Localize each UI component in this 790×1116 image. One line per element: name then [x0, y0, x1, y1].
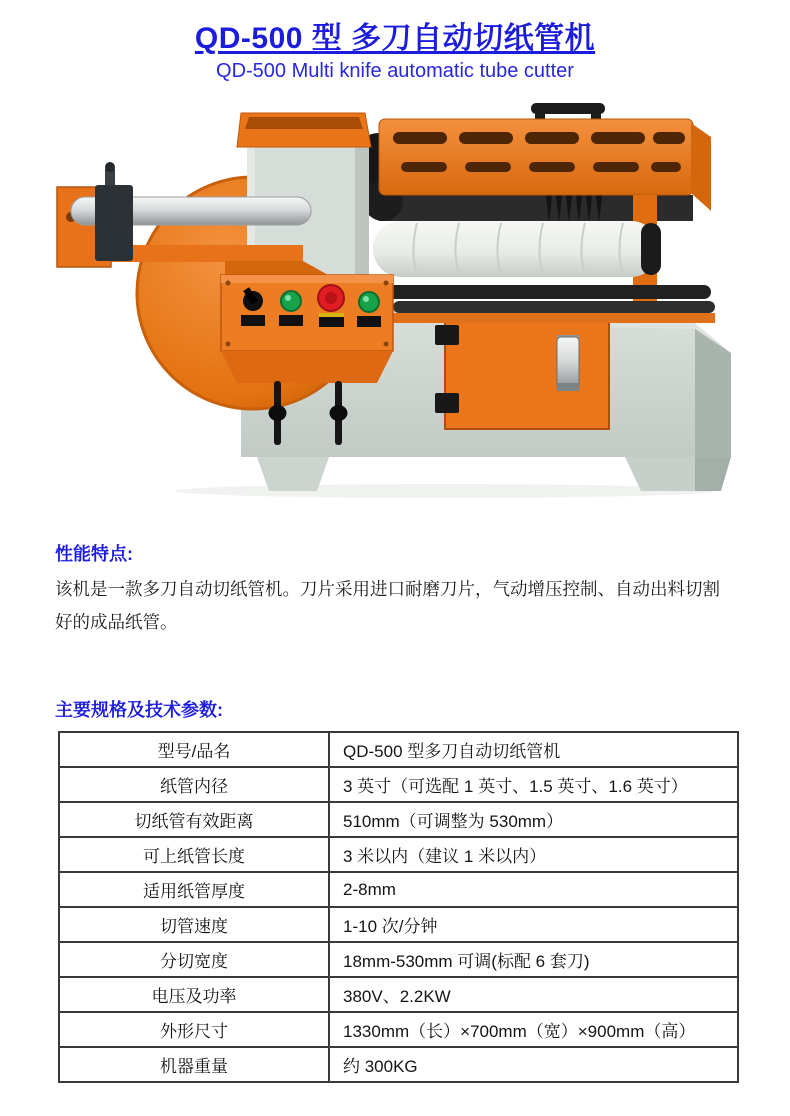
- hopper: [237, 113, 371, 147]
- door-hinge-bottom: [435, 393, 459, 413]
- machine-illustration: [45, 99, 745, 499]
- door-hinge-top: [435, 325, 459, 345]
- spec-value: 510mm（可调整为 530mm）: [329, 802, 738, 837]
- spec-value: 3 米以内（建议 1 米以内）: [329, 837, 738, 872]
- spec-label: 可上纸管长度: [59, 837, 329, 872]
- features-section: [55, 543, 790, 639]
- page-title: QD-500 型 多刀自动切纸管机: [194, 22, 596, 55]
- spec-label: 分切宽度: [59, 942, 329, 977]
- spec-value: QD-500 型多刀自动切纸管机: [329, 732, 738, 767]
- control-panel: [221, 275, 393, 383]
- spec-value: 1-10 次/分钟: [329, 907, 738, 942]
- spec-row: [59, 942, 738, 977]
- spec-value: 3 英寸（可选配 1 英寸、1.5 英寸、1.6 英寸）: [329, 767, 738, 802]
- cylinder-clamp: [95, 185, 133, 261]
- spec-row: [59, 907, 738, 942]
- spec-value: 约 300KG: [329, 1047, 738, 1082]
- spec-row: [59, 977, 738, 1012]
- features-heading: 性能特点:: [55, 544, 133, 564]
- spec-row: [59, 1012, 738, 1047]
- page-subtitle: QD-500 Multi knife automatic tube cutter: [216, 60, 574, 82]
- spec-label: 机器重量: [59, 1047, 329, 1082]
- paper-tube: [373, 221, 661, 277]
- spec-label: 电压及功率: [59, 977, 329, 1012]
- cabinet-door: [435, 313, 609, 429]
- spec-label: 型号/品名: [59, 732, 329, 767]
- spec-value: 1330mm（长）×700mm（宽）×900mm（高）: [329, 1012, 738, 1047]
- spec-label: 外形尺寸: [59, 1012, 329, 1047]
- product-photo: [45, 99, 745, 499]
- spec-value: 380V、2.2KW: [329, 977, 738, 1012]
- spec-label: 纸管内径: [59, 767, 329, 802]
- spec-label: 适用纸管厚度: [59, 872, 329, 907]
- spec-label: 切管速度: [59, 907, 329, 942]
- specs-section: [55, 699, 790, 1083]
- spec-value: 18mm-530mm 可调(标配 6 套刀): [329, 942, 738, 977]
- spec-table: [58, 731, 739, 1083]
- spec-label: 切纸管有效距离: [59, 802, 329, 837]
- specs-heading: 主要规格及技术参数:: [55, 700, 223, 720]
- spec-value: 2-8mm: [329, 872, 738, 907]
- support-rollers: [379, 285, 715, 323]
- page-header: [0, 0, 790, 83]
- spec-row: [59, 802, 738, 837]
- cutting-assembly: [353, 103, 715, 323]
- floor-shadow: [175, 484, 715, 498]
- spec-row: [59, 837, 738, 872]
- emergency-stop-button: [318, 285, 344, 327]
- spec-row: [59, 872, 738, 907]
- spec-row: [59, 1047, 738, 1082]
- features-text: 该机是一款多刀自动切纸管机。刀片采用进口耐磨刀片，气动增压控制、自动出料切割好的成品纸管。: [55, 579, 720, 632]
- spec-row: [59, 767, 738, 802]
- spec-row: [59, 732, 738, 767]
